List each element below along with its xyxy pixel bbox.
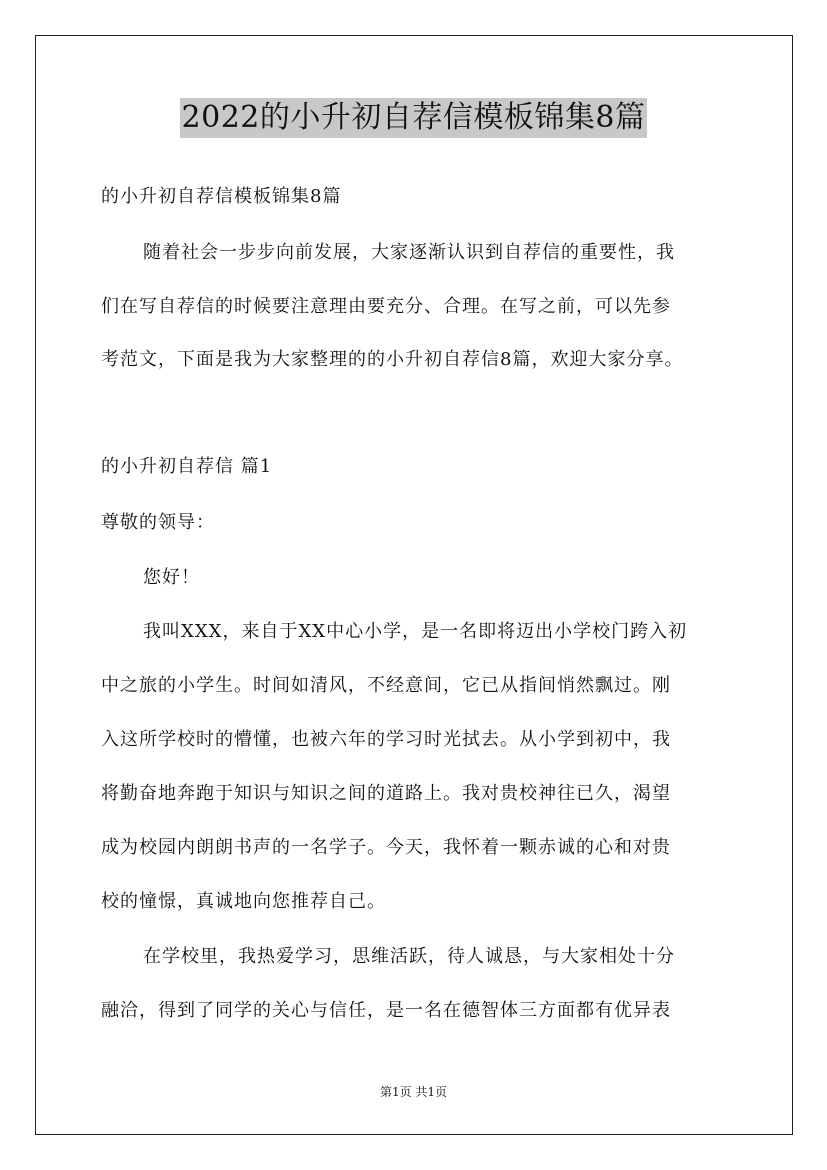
intro-line-3: 考范文，下面是我为大家整理的的小升初自荐信8篇，欢迎大家分享。 xyxy=(101,349,684,370)
para1-line-2: 中之旅的小学生。时间如清风，不经意间，它已从指间悄然飘过。刚 xyxy=(101,675,671,696)
para2-line-1: 在学校里，我热爱学习，思维活跃，待人诚恳，与大家相处十分 xyxy=(143,946,675,967)
para2-line-2: 融洽，得到了同学的关心与信任，是一名在德智体三方面都有优异表 xyxy=(101,1000,671,1021)
section-heading: 的小升初自荐信 篇1 xyxy=(101,456,273,477)
intro-line-1: 随着社会一步步向前发展，大家逐渐认识到自荐信的重要性，我 xyxy=(143,242,675,263)
document-title: 2022的小升初自荐信模板锦集8篇 xyxy=(180,98,648,138)
document-subtitle: 的小升初自荐信模板锦集8篇 xyxy=(101,186,342,207)
para1-line-6: 校的憧憬，真诚地向您推荐自己。 xyxy=(101,891,386,912)
page-number-footer: 第1页 共1页 xyxy=(379,1085,448,1099)
para1-line-5: 成为校园内朗朗书声的一名学子。今天，我怀着一颗赤诚的心和对贵 xyxy=(101,837,671,858)
para1-line-1: 我叫XXX，来自于XX中心小学，是一名即将迈出小学校门跨入初 xyxy=(143,621,688,642)
intro-line-2: 们在写自荐信的时候要注意理由要充分、合理。在写之前，可以先参 xyxy=(101,296,671,317)
para1-line-4: 将勤奋地奔跑于知识与知识之间的道路上。我对贵校神往已久，渴望 xyxy=(101,783,671,804)
para1-line-3: 入这所学校时的懵懂，也被六年的学习时光拭去。从小学到初中，我 xyxy=(101,729,671,750)
title-container xyxy=(0,98,827,138)
greeting: 您好！ xyxy=(143,567,200,588)
salutation: 尊敬的领导： xyxy=(101,512,215,533)
